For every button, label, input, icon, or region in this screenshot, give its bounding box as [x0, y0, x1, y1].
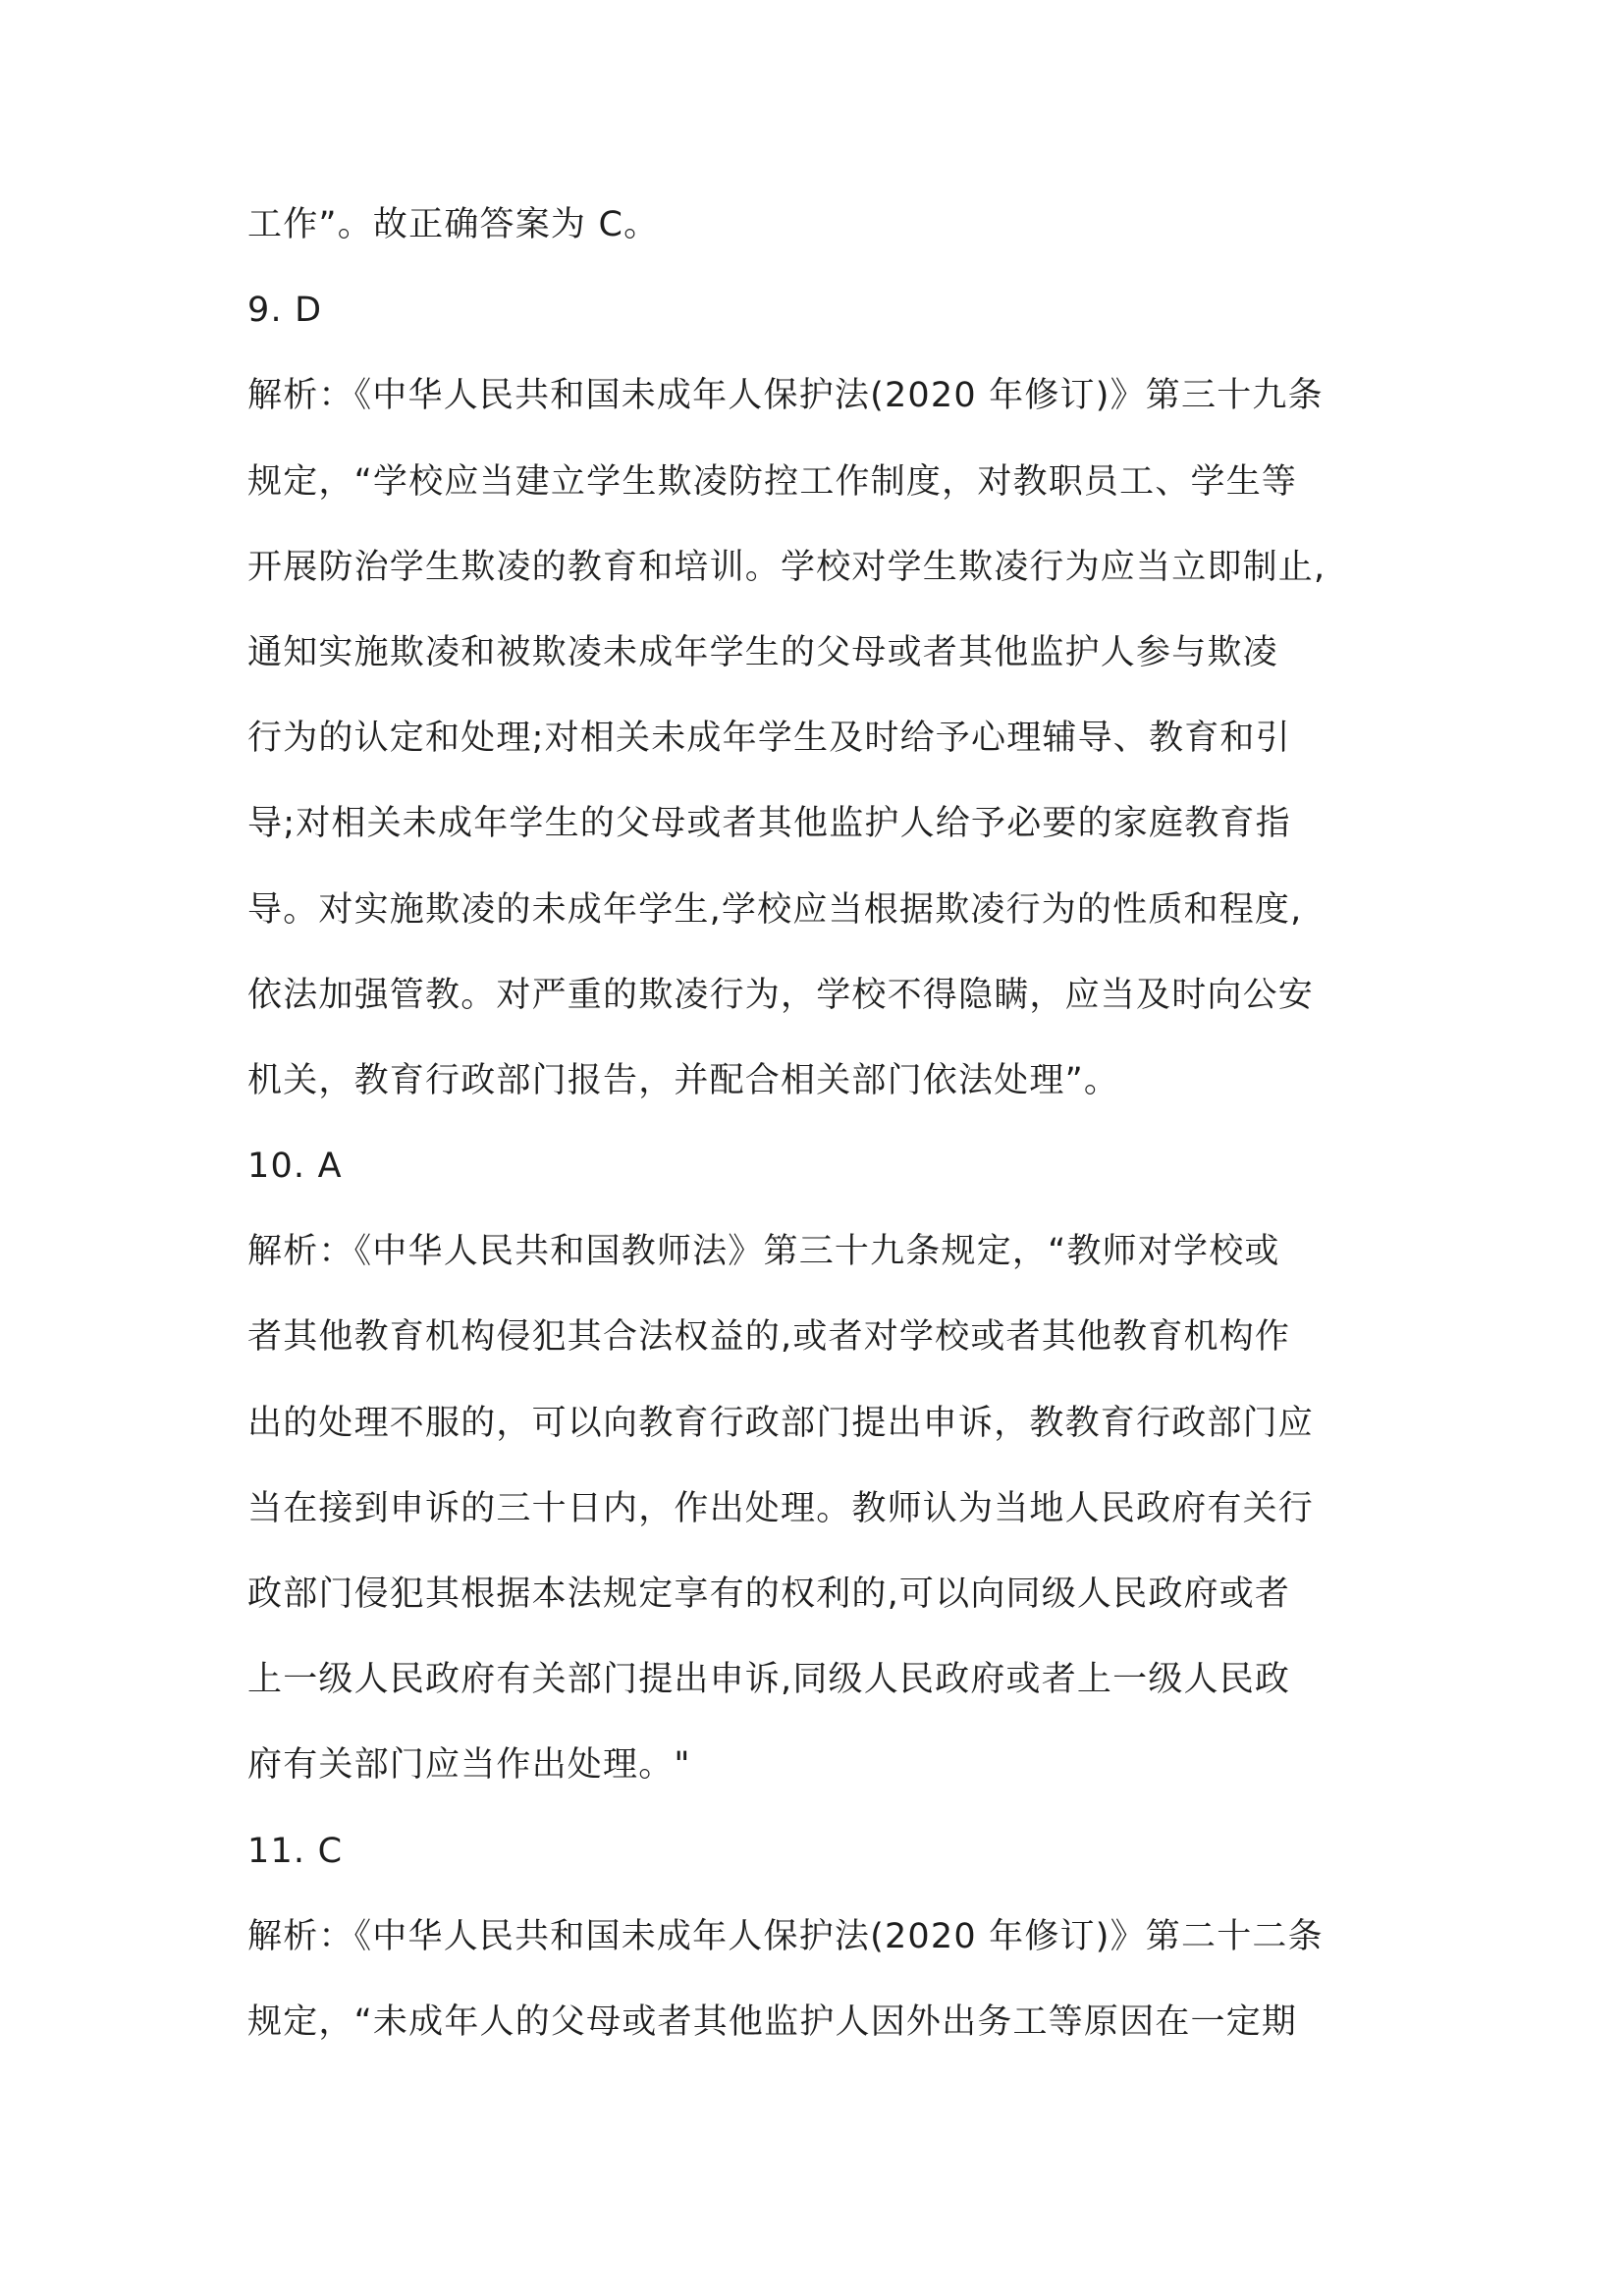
text-line — [247, 1577, 1386, 1663]
line-text: 政部门侵犯其根据本法规定享有的权利的,可以向同级人民政府或者 — [247, 1575, 1291, 1614]
line-text: 依法加强管教。对严重的欺凌行为，学校不得隐瞒，应当及时向公安 — [247, 975, 1315, 1015]
line-text: 机关，教育行政部门报告，并配合相关部门依法处理”。 — [247, 1060, 1120, 1100]
text-line — [247, 804, 1386, 892]
line-text: 工作”。故正确答案为 C。 — [247, 205, 660, 244]
text-line — [247, 1317, 1386, 1406]
text-line — [247, 1916, 1386, 2005]
line-text: 出的处理不服的，可以向教育行政部门提出申诉，教教育行政部门应 — [247, 1403, 1315, 1443]
line-text: 规定，“未成年人的父母或者其他监护人因外出务工等原因在一定期 — [247, 2002, 1298, 2042]
line-text: 规定，“学校应当建立学生欺凌防控工作制度，对教职员工、学生等 — [247, 461, 1298, 502]
answer-heading — [247, 1831, 1386, 1920]
line-text: 11. C — [247, 1831, 344, 1871]
line-text: 开展防治学生欺凌的教育和培训。学校对学生欺凌行为应当立即制止, — [247, 547, 1326, 587]
text-line — [247, 1060, 1386, 1149]
text-line — [247, 721, 1386, 807]
text-line — [247, 1488, 1386, 1577]
page-content — [247, 205, 1386, 2091]
line-text: 9. D — [247, 291, 323, 331]
line-text: 行为的认定和处理;对相关未成年学生及时给予心理辅导、教育和引 — [247, 719, 1291, 759]
line-text: 导。对实施欺凌的未成年学生,学校应当根据欺凌行为的性质和程度, — [247, 889, 1303, 930]
line-text: 解析：《中华人民共和国未成年人保护法(2020 年修订)》第三十九条 — [247, 376, 1324, 416]
text-line — [247, 1403, 1386, 1492]
text-line — [247, 1232, 1386, 1320]
text-line — [247, 2002, 1386, 2091]
line-text: 上一级人民政府有关部门提出申诉,同级人民政府或者上一级人民政 — [247, 1660, 1291, 1700]
line-text: 解析：《中华人民共和国未成年人保护法(2020 年修订)》第二十二条 — [247, 1916, 1324, 1956]
text-line — [247, 1660, 1386, 1748]
text-line — [247, 461, 1386, 551]
text-line — [247, 632, 1386, 721]
text-line — [247, 376, 1386, 464]
line-text: 导;对相关未成年学生的父母或者其他监护人给予必要的家庭教育指 — [247, 804, 1291, 844]
answer-heading — [247, 1149, 1386, 1235]
text-line — [247, 975, 1386, 1064]
line-text: 通知实施欺凌和被欺凌未成年学生的父母或者其他监护人参与欺凌 — [247, 632, 1278, 672]
line-text: 10. A — [247, 1147, 343, 1187]
line-text: 府有关部门应当作出处理。" — [247, 1745, 691, 1786]
text-line — [247, 889, 1386, 979]
line-text: 解析：《中华人民共和国教师法》第三十九条规定，“教师对学校或 — [247, 1232, 1280, 1272]
answer-heading — [247, 291, 1386, 379]
text-line — [247, 1745, 1386, 1834]
text-line — [247, 547, 1386, 636]
line-text: 者其他教育机构侵犯其合法权益的,或者对学校或者其他教育机构作 — [247, 1317, 1291, 1358]
text-line — [247, 205, 1386, 294]
line-text: 当在接到申诉的三十日内，作出处理。教师认为当地人民政府有关行 — [247, 1488, 1315, 1528]
